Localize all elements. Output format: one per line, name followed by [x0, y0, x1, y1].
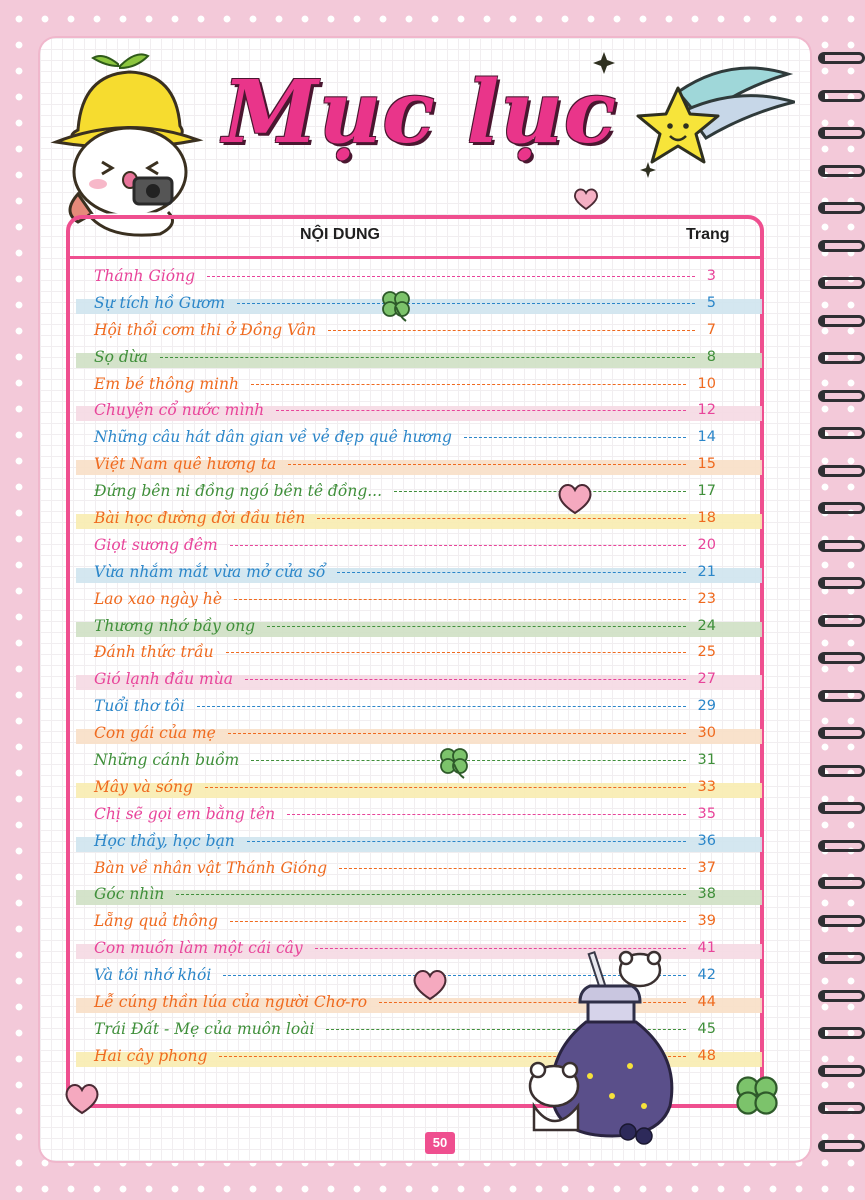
toc-entry: [76, 559, 762, 586]
entry-page: 8: [706, 348, 716, 365]
heart-icon: [555, 480, 595, 516]
toc-entry: [76, 801, 762, 828]
dotted-leader: [205, 787, 686, 788]
toc-entry: [76, 532, 762, 559]
toc-entry: [76, 424, 762, 451]
dotted-leader: [276, 410, 686, 411]
toc-entry: [76, 747, 762, 774]
header-divider: [70, 256, 760, 259]
dotted-leader: [464, 437, 686, 438]
entry-title: Đánh thức trầu: [94, 643, 214, 662]
spiral-ring: [818, 390, 865, 402]
clover-icon: [378, 287, 414, 323]
entry-page: 35: [697, 805, 716, 822]
entry-page: 21: [697, 563, 716, 580]
toc-entry: [76, 720, 762, 747]
dotted-leader: [160, 357, 695, 358]
toc-entry: [76, 828, 762, 855]
dotted-leader: [247, 841, 686, 842]
entry-title: Thánh Gióng: [94, 267, 196, 285]
entry-title: Tuổi thơ tôi: [94, 697, 185, 716]
entry-page: 30: [697, 725, 716, 742]
entry-title: Những cánh buồm: [94, 751, 240, 770]
entry-title: Trái Đất - Mẹ của muôn loài: [94, 1019, 315, 1038]
entry-page: 25: [697, 644, 716, 661]
entry-title: Lẵng quả thông: [94, 912, 218, 931]
spiral-ring: [818, 540, 865, 552]
toc-entry: [76, 666, 762, 693]
entry-title: Hội thổi cơm thi ở Đồng Vân: [94, 320, 317, 339]
dotted-leader: [245, 679, 686, 680]
entry-title: Lễ cúng thần lúa của người Chơ-ro: [94, 993, 368, 1012]
toc-entry: [76, 397, 762, 424]
entry-title: Sọ dừa: [94, 347, 149, 366]
entry-page: 7: [706, 321, 716, 338]
dotted-leader: [207, 276, 695, 277]
toc-entry: [76, 693, 762, 720]
entry-title: Chuyện cổ nước mình: [94, 401, 265, 420]
entry-title: Đứng bên ni đồng ngó bên tê đồng...: [94, 482, 383, 501]
toc-entry: [76, 881, 762, 908]
spiral-ring: [818, 352, 865, 364]
spiral-ring: [818, 802, 865, 814]
spiral-ring: [818, 427, 865, 439]
entry-page: 14: [697, 429, 716, 446]
entry-page: 29: [697, 698, 716, 715]
entry-title: Em bé thông minh: [94, 374, 239, 393]
spiral-ring: [818, 1027, 865, 1039]
bubble-tea-bears-icon: [520, 946, 690, 1146]
heart-icon: [410, 966, 450, 1002]
small-heart-icon: [572, 187, 600, 211]
entry-title: Giọt sương đêm: [94, 535, 218, 554]
spiral-ring: [818, 165, 865, 177]
toc-entry: [76, 263, 762, 290]
dotted-leader: [176, 894, 686, 895]
row-highlight: [76, 353, 762, 368]
spiral-ring: [818, 690, 865, 702]
heart-icon: [62, 1080, 102, 1116]
toc-entry: [76, 371, 762, 398]
dotted-leader: [237, 303, 695, 304]
toc-entry: [76, 505, 762, 532]
toc-entry: [76, 855, 762, 882]
page-title: Mục lục: [222, 62, 618, 163]
spiral-ring: [818, 1102, 865, 1114]
entry-page: 31: [697, 752, 716, 769]
toc-entry: [76, 774, 762, 801]
entry-page: 41: [697, 940, 716, 957]
entry-page: 48: [697, 1047, 716, 1064]
toc-entry: [76, 908, 762, 935]
entry-page: 12: [697, 402, 716, 419]
spiral-ring: [818, 1065, 865, 1077]
dotted-leader: [197, 706, 686, 707]
entry-title: Học thầy, học bạn: [94, 831, 235, 850]
spiral-ring: [818, 277, 865, 289]
spiral-ring: [818, 990, 865, 1002]
entry-title: Bài học đường đời đầu tiên: [94, 509, 306, 528]
spiral-ring: [818, 765, 865, 777]
spiral-ring: [818, 90, 865, 102]
entry-page: 10: [697, 375, 716, 392]
entry-page: 45: [697, 1020, 716, 1037]
dotted-leader: [251, 384, 686, 385]
spiral-ring: [818, 652, 865, 664]
spiral-ring: [818, 127, 865, 139]
entry-title: Và tôi nhớ khói: [94, 966, 212, 985]
dotted-leader: [337, 572, 686, 573]
entry-title: Hai cây phong: [94, 1046, 208, 1065]
entry-title: Lao xao ngày hè: [94, 589, 223, 608]
spiral-ring: [818, 502, 865, 514]
toc-entry: [76, 290, 762, 317]
entry-title: Mây và sóng: [94, 777, 193, 796]
row-highlight: [76, 890, 762, 905]
dotted-leader: [394, 491, 686, 492]
dotted-leader: [228, 733, 686, 734]
dotted-leader: [230, 921, 686, 922]
clover-icon: [730, 1070, 784, 1124]
dotted-leader: [234, 599, 686, 600]
toc-entry: [76, 639, 762, 666]
spiral-ring: [818, 915, 865, 927]
toc-entry: [76, 344, 762, 371]
entry-page: 36: [697, 832, 716, 849]
spiral-ring: [818, 315, 865, 327]
dotted-leader: [267, 626, 686, 627]
spiral-ring: [818, 727, 865, 739]
dotted-leader: [288, 464, 686, 465]
entry-title: Bàn về nhân vật Thánh Gióng: [94, 858, 328, 877]
spiral-ring: [818, 952, 865, 964]
entry-title: Thương nhớ bầy ong: [94, 616, 256, 635]
entry-page: 5: [706, 294, 716, 311]
entry-title: Gió lạnh đầu mùa: [94, 670, 233, 689]
dotted-leader: [339, 868, 686, 869]
entry-title: Góc nhìn: [94, 885, 165, 904]
column-header-content: NỘI DUNG: [300, 226, 380, 243]
entry-title: Việt Nam quê hương ta: [94, 455, 277, 474]
clover-icon: [436, 744, 472, 780]
entry-page: 44: [697, 994, 716, 1011]
entry-page: 39: [697, 913, 716, 930]
spiral-ring: [818, 52, 865, 64]
spiral-ring: [818, 240, 865, 252]
toc-entry: [76, 478, 762, 505]
toc-entry: [76, 613, 762, 640]
entry-page: 20: [697, 536, 716, 553]
entry-page: 15: [697, 456, 716, 473]
entry-page: 17: [697, 483, 716, 500]
entry-title: Chị sẽ gọi em bằng tên: [94, 804, 276, 823]
spiral-ring: [818, 877, 865, 889]
entry-page: 33: [697, 778, 716, 795]
chick-mascot-icon: [48, 44, 208, 244]
dotted-leader: [226, 652, 686, 653]
spiral-ring: [818, 615, 865, 627]
entry-title: Con muốn làm một cái cây: [94, 939, 303, 958]
dotted-leader: [230, 545, 686, 546]
entry-title: Vừa nhắm mắt vừa mở cửa sổ: [94, 562, 326, 581]
spiral-ring: [818, 465, 865, 477]
spiral-ring: [818, 1140, 865, 1152]
column-header-page: Trang: [686, 226, 730, 243]
entry-page: 38: [697, 886, 716, 903]
entry-page: 23: [697, 590, 716, 607]
entry-page: 3: [706, 268, 716, 284]
dotted-leader: [317, 518, 686, 519]
entry-page: 24: [697, 617, 716, 634]
toc-entry: [76, 317, 762, 344]
entry-title: Con gái của mẹ: [94, 724, 216, 743]
entry-page: 27: [697, 671, 716, 688]
page-number: 50: [425, 1132, 455, 1154]
entry-title: Những câu hát dân gian về vẻ đẹp quê hương: [94, 428, 452, 447]
spiral-ring: [818, 577, 865, 589]
spiral-ring: [818, 840, 865, 852]
entry-page: 18: [697, 510, 716, 527]
toc-entry: [76, 451, 762, 478]
dotted-leader: [287, 814, 686, 815]
toc-entry: [76, 586, 762, 613]
entry-page: 42: [697, 967, 716, 984]
spiral-ring: [818, 202, 865, 214]
dotted-leader: [328, 330, 695, 331]
entry-page: 37: [697, 859, 716, 876]
entry-title: Sự tích hồ Gươm: [94, 293, 226, 312]
